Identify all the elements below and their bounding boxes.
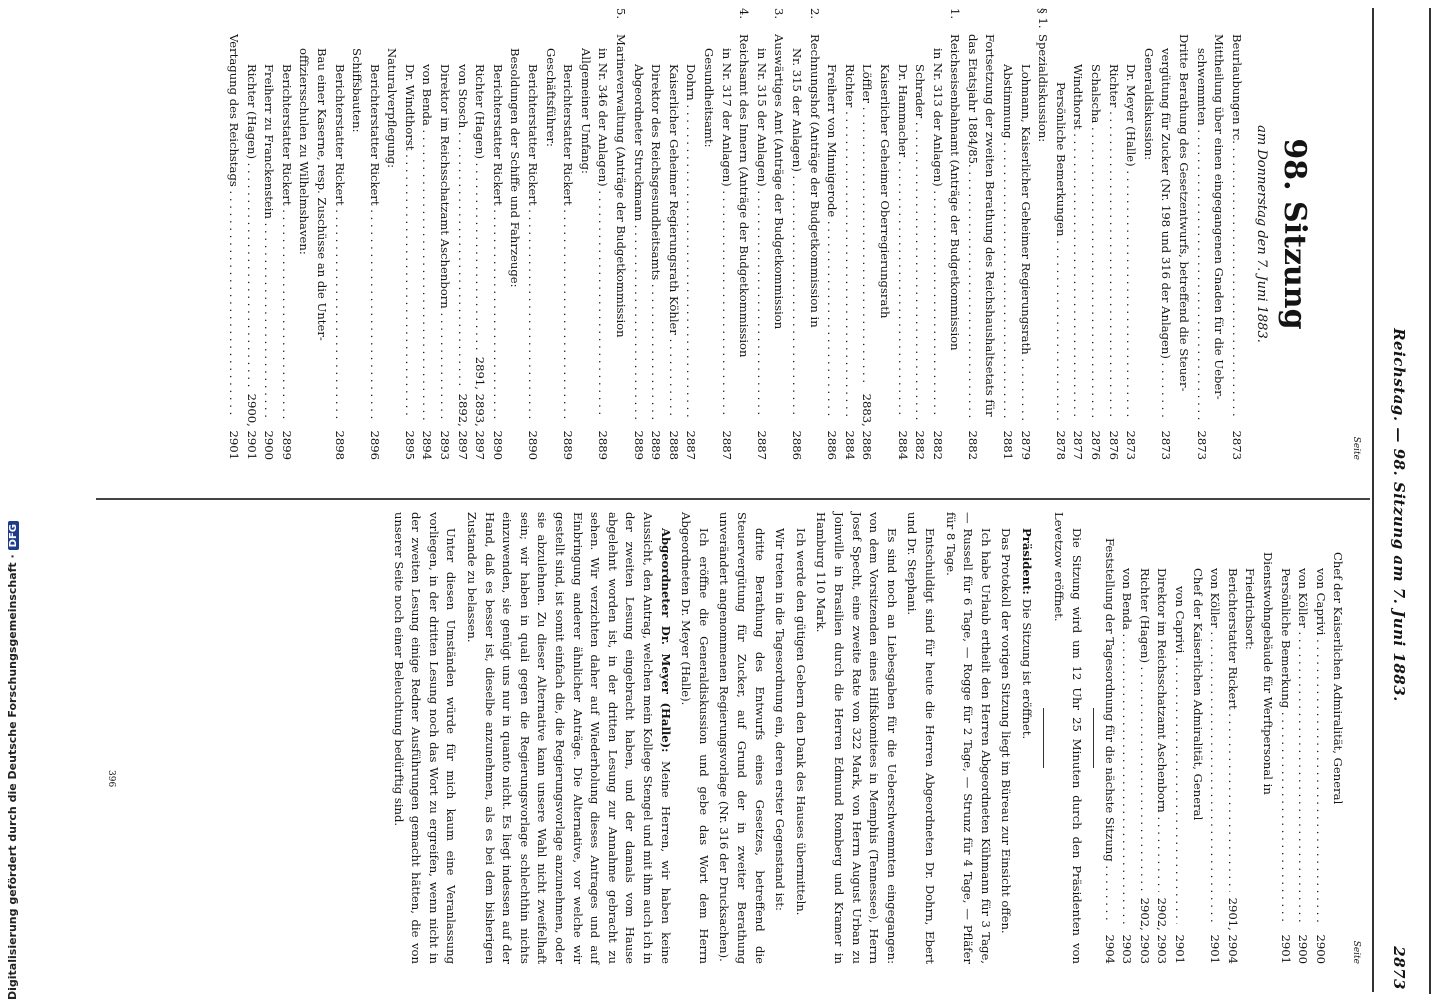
- toc-entry: [928, 8, 946, 460]
- toc-entry-page: 2891, 2893, 2897: [473, 356, 488, 460]
- toc-entry-page: 2889: [561, 430, 576, 460]
- toc-entry-text: Fortsetzung der zweiten Berathung des Reichshaushaltsetats für: [983, 34, 998, 417]
- toc-entry: [1104, 8, 1122, 460]
- toc-entry-text: Abstimmung . . .: [999, 64, 1017, 420]
- toc-entry-number: 1.: [948, 8, 963, 20]
- toc-entry: [295, 8, 313, 460]
- toc-entry-text: Schrader . . .: [911, 64, 929, 420]
- toc-entry: [787, 8, 805, 460]
- toc-entry-text: Naturalverpflegung:: [385, 48, 400, 168]
- toc-entry: [400, 8, 418, 460]
- toc-entry: [1100, 512, 1118, 964]
- toc-entry-page: 2884: [895, 430, 910, 460]
- toc-entry-text: Persönliche Bemerkungen . . .: [1051, 82, 1069, 420]
- toc-entry: [1276, 512, 1294, 964]
- toc-entry: [611, 8, 629, 460]
- toc-entry-page: 2900: [262, 430, 277, 460]
- toc-entry: [312, 8, 330, 460]
- toc-entry: [260, 8, 278, 460]
- toc-entry-page: 2901, 2904: [1225, 897, 1240, 964]
- toc-entry: [576, 8, 594, 460]
- toc-entry-page: 2901: [1173, 934, 1188, 964]
- toc-entry-text: Richter (Hagen) . . .: [242, 64, 260, 388]
- toc-entry-text: Gesundheitsamt:: [702, 48, 716, 148]
- toc-entry-number: § 1.: [1036, 8, 1051, 29]
- toc-entry-text: Richter . . .: [840, 64, 858, 420]
- toc-entry: [365, 8, 383, 460]
- paragraph-text: Es sind noch an Liebesgaben für die Ueberschwemmten eingegangen: von dem Vorsitzenden eines Hilfskomitees in Memphis (Tennessee), Herrn Josef Specht, eine zweite Rate von 322 Mark, von Herrn August Urban zu Joinville in Brasilien durch die Herren Edmund Romberg und Kramer in Hamburg 110 Mark.: [814, 512, 899, 964]
- toc-entry: [1135, 512, 1153, 964]
- proceedings-paragraph: [771, 512, 789, 964]
- proceedings-paragraph: [715, 512, 768, 964]
- toc-entry-text: Berichterstatter Rickert . . .: [523, 64, 541, 420]
- toc-entry-text: Dienstwohngebäude für Werftpersonal in: [1261, 552, 1276, 795]
- proceedings-paragraph: [903, 512, 938, 964]
- toc-entry: [1294, 512, 1312, 964]
- toc-entry: [471, 8, 489, 460]
- seite-label: Seite: [1351, 436, 1361, 460]
- proceedings-paragraph: [389, 512, 459, 964]
- toc-entry: [348, 8, 366, 460]
- toc-entry-text: Direktor im Reichsschatzamt Aschenborn . . .: [1153, 568, 1171, 892]
- toc-entry: [805, 8, 823, 460]
- proceedings-paragraph: [997, 512, 1015, 964]
- toc-entry: [1210, 8, 1228, 460]
- toc-entry-text: Windthorst . . .: [1069, 64, 1087, 420]
- toc-entry: [242, 8, 260, 460]
- paragraph-text: Entschuldigt sind für heute die Herren Abgeordneten Dr. Dohrn, Ebert und Dr. Stephani.: [905, 512, 937, 964]
- column-divider: [96, 498, 1370, 500]
- scanned-page: [96, 0, 1432, 1000]
- toc-entry-text: von Benda . . .: [1118, 568, 1136, 924]
- paragraph-text: Das Protokoll der vorigen Sitzung liegt im Büreau zur Einsicht offen.: [999, 528, 1014, 934]
- toc-entry: [682, 8, 700, 460]
- toc-entry: [717, 8, 735, 460]
- session-date: am Donnerstag den 7. Juni 1883.: [1254, 125, 1270, 343]
- toc-entry-number: 3.: [772, 8, 787, 20]
- toc-entry-text: Berichterstatter Rickert . . .: [365, 64, 383, 420]
- speaker-name: Präsident:: [1019, 528, 1034, 599]
- toc-entry-text: Lohmann, Kaiserlicher Geheimer Regierungsrath . . .: [1016, 64, 1034, 420]
- toc-entry-page: 2900: [1296, 934, 1311, 964]
- paragraph-text: Meine Herren, wir haben keine Aussicht, den Antrag, welchen mein Kollege Stengel und mit ihm auch ich in der zweiten Lesung eingebracht haben, und der damals vom Hause abgelehnt worden ist, in der dritten Lesung zur Annahme gebracht zu sehen. Wir verzichten daher auf Wiederholung dieses Antrages und auf Einbringung anderer ähnlicher Anträge. Die Alternative, vor welche wir gestellt sind, ist somit einfach die, die Regierungsvorlage anzunehmen, oder sie abzulehnen. Zu dieser Alternative kann unsere Wahl nicht zweifelhaft sein; wir haben in quali gegen die Regierungsvorlage schlechthin nichts einzuwenden, sie genügt uns nur in quanto nicht. Es liegt indessen auf der Hand, daß es besser ist, dieselbe anzunehmen, als es bei dem bisherigen Zustande zu belassen.: [465, 512, 673, 964]
- toc-entry-text: in Nr. 315 der Anlagen) . . .: [752, 48, 770, 420]
- toc-entry: [963, 8, 981, 460]
- toc-entry-page: 2894: [420, 430, 435, 460]
- toc-entry: [330, 8, 348, 460]
- toc-entry-text: vergütung für Zucker (Nr. 198 und 316 der Anlagen) . . .: [1157, 48, 1175, 420]
- toc-entry: [1122, 8, 1140, 460]
- toc-entry-text: Kaiserlicher Geheimer Regierungsrath Köhler . . .: [664, 64, 682, 420]
- toc-entry-page: 2901: [226, 430, 241, 460]
- seite-label: Seite: [1351, 940, 1361, 964]
- toc-entry-page: 2886: [789, 430, 804, 460]
- proceedings-paragraph: [1017, 512, 1035, 964]
- session-heading: 98. Sitzung: [1277, 138, 1313, 330]
- toc-entry-page: 2890: [490, 430, 505, 460]
- toc-entry-page: 2876: [1089, 430, 1104, 460]
- toc-entry-text: Dr. Meyer (Halle) . . .: [1122, 64, 1140, 420]
- toc-entry-page: 2890: [526, 430, 541, 460]
- toc-entry: [858, 8, 876, 460]
- toc-entry-text: Richter (Hagen) . . .: [1135, 568, 1153, 892]
- toc-entry-text: offiziersschulen zu Wilhelmshaven:: [297, 48, 312, 255]
- toc-entry: [629, 8, 647, 460]
- toc-entry: [840, 8, 858, 460]
- toc-entry-text: Generaldiskussion:: [1141, 48, 1156, 161]
- toc-entry: [1192, 8, 1210, 460]
- toc-entry-page: 2882: [965, 430, 980, 460]
- toc-entry-page: 2889: [631, 430, 646, 460]
- toc-entry: [1223, 512, 1241, 964]
- toc-entry: [875, 8, 893, 460]
- footer-number: 396: [106, 770, 116, 788]
- toc-entry: [1118, 512, 1136, 964]
- toc-entry-text: Chef der Kaiserlichen Admiralität, General: [1190, 568, 1205, 821]
- toc-entry-page: 2873: [1124, 430, 1139, 460]
- toc-entry-text: Direktor des Reichsgesundheitsamts . . .: [647, 64, 665, 420]
- toc-entry: [1311, 512, 1329, 964]
- toc-entry-page: 2889: [649, 430, 664, 460]
- toc-entry-text: Dr. Windthorst . . .: [400, 64, 418, 420]
- toc-entry-page: 2899: [279, 430, 294, 460]
- toc-entry-text: Rechnungshof (Anträge der Budgetkommission in: [807, 34, 822, 328]
- toc-entry-text: Reichsamt des Innern (Anträge der Budgetkommission: [737, 34, 752, 358]
- toc-entry: [911, 8, 929, 460]
- toc-entry: [647, 8, 665, 460]
- toc-entry-text: Feststellung der Tagesordnung für die nächste Sitzung . . .: [1100, 538, 1118, 924]
- toc-entry-text: Auswärtiges Amt (Anträge der Budgetkommission: [772, 34, 787, 330]
- toc-entry-text: von Caprivi . . .: [1170, 586, 1188, 924]
- toc-entry-page: 2881: [1001, 430, 1016, 460]
- toc-entry-text: von Benda . . .: [418, 64, 436, 420]
- section-divider: [1093, 708, 1094, 768]
- toc-entry-text: in Nr. 346 der Anlagen) . . .: [594, 48, 612, 420]
- toc-entry: [1139, 8, 1157, 460]
- toc-entry-text: Besoldungen der Schiffe und Fahrzeuge:: [508, 48, 523, 288]
- toc-entry-page: 2892, 2897: [455, 393, 470, 460]
- toc-entry-page: 2904: [1102, 934, 1117, 964]
- toc-entry-page: 2878: [1053, 430, 1068, 460]
- toc-entry-text: von Caprivi . . .: [1311, 568, 1329, 924]
- toc-entry-text: Friedrichsort:: [1243, 568, 1258, 650]
- toc-entry: [1069, 8, 1087, 460]
- toc-entry: [1153, 512, 1171, 964]
- toc-entry-page: 2889: [596, 430, 611, 460]
- table-of-contents-continued: [1100, 512, 1346, 964]
- toc-entry-page: 2887: [719, 430, 734, 460]
- dfg-logo: DFG: [8, 521, 19, 550]
- toc-entry-text: Marineverwaltung (Anträge der Budgetkommission: [614, 34, 629, 338]
- toc-entry-page: 2901: [1278, 934, 1293, 964]
- toc-entry-text: Direktor im Reichsschatzamt Aschenborn . . .: [436, 64, 454, 420]
- toc-entry-page: 2879: [1018, 430, 1033, 460]
- digitization-sidebar: [0, 0, 96, 1000]
- toc-entry: [1206, 512, 1224, 964]
- toc-entry: [823, 8, 841, 460]
- toc-entry-number: 5.: [614, 8, 629, 20]
- toc-entry-page: 2887: [684, 430, 699, 460]
- toc-entry: [893, 8, 911, 460]
- left-column: [224, 8, 1364, 460]
- proceedings-paragraph: [463, 512, 674, 964]
- toc-entry-text: Dohrn . . .: [682, 64, 700, 420]
- toc-entry: [506, 8, 524, 460]
- paragraph-text: Ich werde den gütigen Gebern den Dank des Hauses übermitteln.: [793, 528, 808, 916]
- toc-entry-text: Reichseisenbahnamt (Anträge der Budgetkommission: [948, 34, 963, 351]
- toc-entry: [981, 8, 999, 460]
- toc-entry: [1188, 512, 1206, 964]
- toc-entry-text: Berichterstatter Rickert . . .: [559, 64, 577, 420]
- toc-entry: [1170, 512, 1188, 964]
- toc-entry: [436, 8, 454, 460]
- toc-entry: [1016, 8, 1034, 460]
- opening-notice: Die Sitzung wird um 12 Uhr 25 Minuten durch den Präsidenten von Levetzow eröffnet.: [1052, 512, 1085, 964]
- toc-entry: [488, 8, 506, 460]
- toc-entry-page: 2902, 2903: [1155, 897, 1170, 964]
- digitization-credit: [6, 0, 19, 1000]
- toc-entry: [1241, 512, 1259, 964]
- toc-entry-text: Nr. 315 der Anlagen) . . .: [787, 48, 805, 420]
- toc-entry-page: 2902, 2903: [1137, 897, 1152, 964]
- toc-entry: [277, 8, 295, 460]
- proceedings-paragraph: [791, 512, 809, 964]
- toc-entry-page: 2898: [332, 430, 347, 460]
- toc-entry: [224, 8, 242, 460]
- head-rule: [1372, 8, 1374, 992]
- toc-entry-page: 2873: [1159, 430, 1174, 460]
- toc-entry-text: Schiffsbauten:: [350, 48, 365, 133]
- toc-entry: [453, 8, 471, 460]
- toc-entry-text: Berichterstatter Rickert . . .: [1223, 568, 1241, 892]
- toc-entry-page: 2873: [1194, 430, 1209, 460]
- toc-entry-text: Kaiserlicher Geheimer Oberregierungsrath: [877, 64, 892, 319]
- digitization-credit-text: Digitalisierung gefördert durch die Deutsche Forschungsgemeinschaft ·: [6, 554, 19, 1000]
- toc-entry: [594, 8, 612, 460]
- toc-entry-text: von Stosch . . .: [453, 64, 471, 388]
- toc-entry-text: Berichterstatter Rickert . . .: [488, 64, 506, 420]
- toc-entry-text: Beurlaubungen rc. . . .: [1227, 34, 1245, 420]
- toc-entry-page: 2903: [1120, 934, 1135, 964]
- toc-entry-text: Allgemeiner Umfang:: [578, 48, 593, 174]
- toc-entry-text: Geschäftsführer:: [543, 48, 558, 147]
- paragraph-text: Unter diesen Umständen würde für mich kaum eine Veranlassung vorliegen, in der dritten Lesung noch das Wort zu ergreifen, wenn nicht in der zweiten Lesung einige Redner Ausführungen gemacht hätten, die von unserer Seite noch einer Beleuchtung bedürftig sind.: [391, 512, 459, 964]
- toc-entry-text: von Köller . . .: [1206, 568, 1224, 924]
- toc-entry-text: Dr. Hammacher . . .: [893, 64, 911, 420]
- toc-entry-page: 2888: [666, 430, 681, 460]
- toc-entry-text: in Nr. 313 der Anlagen) . . .: [928, 48, 946, 420]
- toc-entry-text: Vertagung des Reichstags . . .: [224, 34, 242, 420]
- toc-entry: [1034, 8, 1052, 460]
- page-number: 2873: [1390, 946, 1408, 990]
- table-of-contents: [224, 8, 1244, 460]
- toc-entry-text: Berichterstatter Rickert . . .: [330, 64, 348, 420]
- toc-entry-text: Mittheilung über einen eingegangenen Gnaden für die Ueber-: [1212, 34, 1227, 400]
- speaker-name: Abgeordneter Dr. Meyer (Halle):: [658, 528, 673, 761]
- toc-entry-text: schwemmten . . .: [1192, 48, 1210, 420]
- toc-entry-text: Richter . . .: [1104, 64, 1122, 420]
- toc-entry: [418, 8, 436, 460]
- proceedings-paragraph: [812, 512, 900, 964]
- toc-entry: [946, 8, 964, 460]
- toc-entry-text: Chef der Kaiserlichen Admiralität, General: [1331, 552, 1346, 805]
- toc-entry-text: Schalscha . . .: [1086, 64, 1104, 420]
- toc-entry-page: 2886: [825, 430, 840, 460]
- toc-entry: [541, 8, 559, 460]
- proceedings-text: [389, 512, 1035, 964]
- toc-entry-number: 2.: [807, 8, 822, 20]
- toc-entry-text: Freiherr von Minnigerode . . .: [823, 64, 841, 420]
- toc-entry: [752, 8, 770, 460]
- toc-entry-text: das Etatsjahr 1884/85. . . .: [963, 34, 981, 420]
- toc-entry-text: Spezialdiskussion:: [1036, 34, 1051, 143]
- right-column: [386, 512, 1364, 964]
- proceedings-paragraph: [677, 512, 712, 964]
- toc-entry: [1227, 8, 1245, 460]
- paragraph-text: Die Sitzung ist eröffnet.: [1019, 598, 1034, 740]
- toc-entry: [1258, 512, 1276, 964]
- toc-entry-text: Berichterstatter Rickert . . .: [277, 64, 295, 420]
- toc-entry: [770, 8, 788, 460]
- toc-entry-text: Dritte Berathung des Gesetzentwurfs, betreffend die Steuer-: [1177, 34, 1192, 392]
- paragraph-text: Wir treten in die Tagesordnung ein, deren erster Gegenstand ist:: [773, 528, 788, 911]
- toc-entry-text: Richter (Hagen) . . .: [471, 64, 489, 351]
- toc-entry: [523, 8, 541, 460]
- toc-entry-page: 2883, 2886: [860, 393, 875, 460]
- toc-entry: [999, 8, 1017, 460]
- toc-entry: [559, 8, 577, 460]
- toc-entry-number: 4.: [737, 8, 752, 20]
- toc-entry: [664, 8, 682, 460]
- proceedings-paragraph: [941, 512, 994, 964]
- toc-entry-text: Freiherr zu Franckenstein . . .: [260, 64, 278, 420]
- toc-entry-page: 2877: [1071, 430, 1086, 460]
- toc-entry-text: Bau einer Kaserne, resp. Zuschüsse an die Unter-: [314, 48, 329, 341]
- toc-entry-text: Abgeordneter Struckmann . . .: [629, 64, 647, 420]
- paragraph-text: Ich eröffne die Generaldiskussion und gebe das Wort dem Herrn Abgeordneten Dr. Meyer (Halle).: [679, 512, 711, 964]
- toc-entry-text: in Nr. 317 der Anlagen) . . .: [717, 48, 735, 420]
- running-head-title: Reichstag. — 98. Sitzung am 7. Juni 1883.: [1390, 328, 1408, 702]
- toc-entry-page: 2895: [402, 430, 417, 460]
- toc-entry: [1086, 8, 1104, 460]
- toc-entry: [1157, 8, 1175, 460]
- toc-entry-page: 2882: [930, 430, 945, 460]
- top-rule: [1429, 8, 1431, 994]
- toc-entry-text: Persönliche Bemerkung . . .: [1276, 568, 1294, 924]
- toc-entry: [1329, 512, 1347, 964]
- toc-entry: [735, 8, 753, 460]
- section-divider: [1043, 708, 1044, 768]
- toc-entry-page: 2876: [1106, 430, 1121, 460]
- toc-entry: [1051, 8, 1069, 460]
- toc-entry-page: 2893: [438, 430, 453, 460]
- toc-entry-page: 2873: [1229, 430, 1244, 460]
- toc-entry-text: von Köller . . .: [1294, 568, 1312, 924]
- toc-entry-text: Löffler . . .: [858, 64, 876, 388]
- toc-entry-page: 2884: [842, 430, 857, 460]
- toc-entry: [383, 8, 401, 460]
- toc-entry: [699, 8, 717, 460]
- toc-entry-page: 2901: [1208, 934, 1223, 964]
- toc-entry-page: 2887: [754, 430, 769, 460]
- paragraph-text: Ich habe Urlaub ertheilt den Herren Abgeordneten Kühmann für 3 Tage, — Russell für 6 Tage, — Rogge für 2 Tage, — Strunz für 4 Tage, — Pfläfer für 8 Tage.: [943, 512, 993, 964]
- toc-entry: [1174, 8, 1192, 460]
- toc-entry-page: 2900, 2901: [244, 393, 259, 460]
- paragraph-text: dritte Berathung des Entwurfs eines Gesetzes, betreffend die Steuervergütung für Zucker, auf Grund der in zweiter Berathung unverändert angenommenen Regierungsvorlage (Nr. 316 der Drucksachen).: [717, 512, 767, 964]
- toc-entry-page: 2882: [913, 430, 928, 460]
- toc-entry-page: 2900: [1313, 934, 1328, 964]
- toc-entry-page: 2896: [367, 430, 382, 460]
